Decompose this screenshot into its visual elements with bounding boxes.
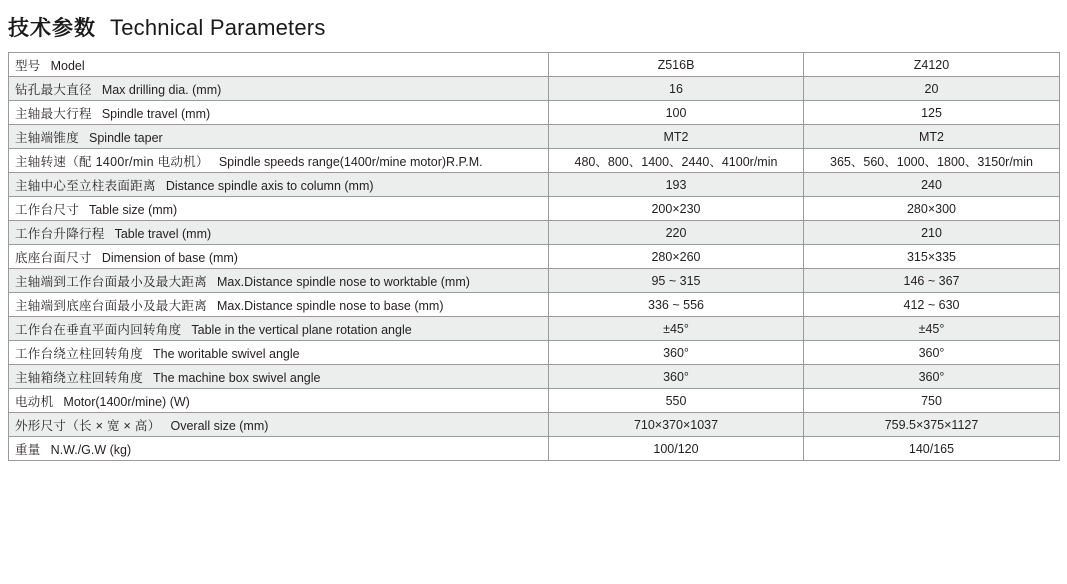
spec-value-z516b: 193 bbox=[549, 173, 804, 197]
spec-value-z516b: 100 bbox=[549, 101, 804, 125]
spec-value-z4120: 240 bbox=[804, 173, 1060, 197]
spec-label-cell bbox=[9, 293, 549, 317]
spec-label-english: The woritable swivel angle bbox=[153, 346, 300, 361]
spec-label-english: Max.Distance spindle nose to worktable (mm) bbox=[217, 274, 470, 289]
spec-label-cell bbox=[9, 101, 549, 125]
spec-label-english: Model bbox=[50, 58, 85, 73]
spec-label-cell bbox=[9, 53, 549, 77]
table-row bbox=[9, 125, 1060, 149]
spec-label-chinese: 工作台升降行程 bbox=[15, 226, 105, 241]
spec-label-english: Overall size (mm) bbox=[170, 418, 269, 433]
spec-value-z4120: 210 bbox=[804, 221, 1060, 245]
spec-value-z516b: 100/120 bbox=[549, 437, 804, 461]
spec-label-cell bbox=[9, 149, 549, 173]
spec-value-z4120: 750 bbox=[804, 389, 1060, 413]
page-title bbox=[0, 0, 1067, 52]
table-body bbox=[9, 53, 1060, 461]
spec-label-english: The machine box swivel angle bbox=[153, 370, 321, 385]
table-row bbox=[9, 437, 1060, 461]
table-row bbox=[9, 53, 1060, 77]
spec-value-z4120: 360° bbox=[804, 365, 1060, 389]
spec-label-cell bbox=[9, 437, 549, 461]
spec-value-z516b: 360° bbox=[549, 341, 804, 365]
table-row bbox=[9, 317, 1060, 341]
spec-label-english: Spindle taper bbox=[89, 130, 163, 145]
spec-label-chinese: 工作台在垂直平面内回转角度 bbox=[15, 322, 182, 337]
spec-label-chinese: 底座台面尺寸 bbox=[15, 250, 92, 265]
spec-label-english: Max drilling dia. (mm) bbox=[101, 82, 222, 97]
spec-label-chinese: 重量 bbox=[15, 442, 41, 457]
table-row bbox=[9, 149, 1060, 173]
spec-label-english: Motor(1400r/mine) (W) bbox=[63, 394, 190, 409]
spec-label-cell bbox=[9, 77, 549, 101]
table-row bbox=[9, 101, 1060, 125]
spec-label-chinese: 外形尺寸（长 × 宽 × 高） bbox=[15, 418, 161, 433]
spec-value-z516b: 550 bbox=[549, 389, 804, 413]
spec-label-cell bbox=[9, 365, 549, 389]
spec-value-z4120: 360° bbox=[804, 341, 1060, 365]
spec-value-z516b: MT2 bbox=[549, 125, 804, 149]
spec-value-z516b: 200×230 bbox=[549, 197, 804, 221]
spec-label-chinese: 型号 bbox=[15, 58, 41, 73]
spec-label-cell bbox=[9, 269, 549, 293]
spec-label-chinese: 主轴箱绕立柱回转角度 bbox=[15, 370, 144, 385]
spec-label-english: Table travel (mm) bbox=[114, 226, 212, 241]
spec-label-cell bbox=[9, 317, 549, 341]
spec-value-z4120: 315×335 bbox=[804, 245, 1060, 269]
table-row bbox=[9, 389, 1060, 413]
spec-value-z4120: 140/165 bbox=[804, 437, 1060, 461]
spec-value-z4120: 20 bbox=[804, 77, 1060, 101]
spec-label-english: Table size (mm) bbox=[89, 202, 178, 217]
spec-value-z516b: 95 ~ 315 bbox=[549, 269, 804, 293]
spec-label-english: Spindle travel (mm) bbox=[101, 106, 211, 121]
spec-label-cell bbox=[9, 221, 549, 245]
spec-value-z516b: 16 bbox=[549, 77, 804, 101]
table-row bbox=[9, 365, 1060, 389]
table-row bbox=[9, 77, 1060, 101]
spec-value-z4120: 146 ~ 367 bbox=[804, 269, 1060, 293]
spec-label-cell bbox=[9, 173, 549, 197]
spec-value-z516b: 710×370×1037 bbox=[549, 413, 804, 437]
spec-label-chinese: 主轴端到工作台面最小及最大距离 bbox=[15, 274, 208, 289]
spec-label-chinese: 主轴端到底座台面最小及最大距离 bbox=[15, 298, 208, 313]
table-row bbox=[9, 197, 1060, 221]
spec-value-z516b: Z516B bbox=[549, 53, 804, 77]
spec-value-z4120: 125 bbox=[804, 101, 1060, 125]
spec-value-z516b: 360° bbox=[549, 365, 804, 389]
table-row bbox=[9, 413, 1060, 437]
spec-value-z4120: Z4120 bbox=[804, 53, 1060, 77]
table-row bbox=[9, 341, 1060, 365]
spec-label-cell bbox=[9, 245, 549, 269]
spec-label-cell bbox=[9, 197, 549, 221]
table-row bbox=[9, 221, 1060, 245]
spec-label-english: Distance spindle axis to column (mm) bbox=[165, 178, 374, 193]
spec-label-chinese: 工作台尺寸 bbox=[15, 202, 80, 217]
spec-value-z4120: 280×300 bbox=[804, 197, 1060, 221]
spec-value-z516b: ±45° bbox=[549, 317, 804, 341]
spec-label-cell bbox=[9, 125, 549, 149]
table-row bbox=[9, 269, 1060, 293]
table-row bbox=[9, 293, 1060, 317]
spec-value-z4120: 365、560、1000、1800、3150r/min bbox=[804, 149, 1060, 173]
spec-value-z516b: 336 ~ 556 bbox=[549, 293, 804, 317]
spec-label-english: Max.Distance spindle nose to base (mm) bbox=[217, 298, 444, 313]
spec-label-english: N.W./G.W (kg) bbox=[50, 442, 132, 457]
spec-label-cell bbox=[9, 413, 549, 437]
spec-label-chinese: 主轴中心至立柱表面距离 bbox=[15, 178, 156, 193]
spec-value-z4120: ±45° bbox=[804, 317, 1060, 341]
spec-label-chinese: 主轴端锥度 bbox=[15, 130, 80, 145]
spec-label-chinese: 钻孔最大直径 bbox=[15, 82, 92, 97]
specifications-table bbox=[8, 52, 1060, 461]
table-row bbox=[9, 173, 1060, 197]
spec-label-chinese: 主轴转速（配 1400r/min 电动机） bbox=[15, 154, 209, 169]
spec-value-z516b: 480、800、1400、2440、4100r/min bbox=[549, 149, 804, 173]
table-row bbox=[9, 245, 1060, 269]
spec-label-english: Table in the vertical plane rotation angle bbox=[191, 322, 412, 337]
spec-value-z516b: 280×260 bbox=[549, 245, 804, 269]
spec-value-z4120: 759.5×375×1127 bbox=[804, 413, 1060, 437]
spec-label-cell bbox=[9, 341, 549, 365]
spec-label-chinese: 工作台绕立柱回转角度 bbox=[15, 346, 144, 361]
spec-value-z4120: 412 ~ 630 bbox=[804, 293, 1060, 317]
spec-value-z4120: MT2 bbox=[804, 125, 1060, 149]
spec-label-chinese: 主轴最大行程 bbox=[15, 106, 92, 121]
spec-label-english: Dimension of base (mm) bbox=[101, 250, 238, 265]
spec-label-chinese: 电动机 bbox=[15, 394, 54, 409]
spec-value-z516b: 220 bbox=[549, 221, 804, 245]
spec-label-cell bbox=[9, 389, 549, 413]
page-title-english: Technical Parameters bbox=[110, 15, 326, 40]
spec-label-english: Spindle speeds range(1400r/mine motor)R.P.M. bbox=[218, 154, 483, 169]
page-title-chinese: 技术参数 bbox=[8, 17, 96, 40]
